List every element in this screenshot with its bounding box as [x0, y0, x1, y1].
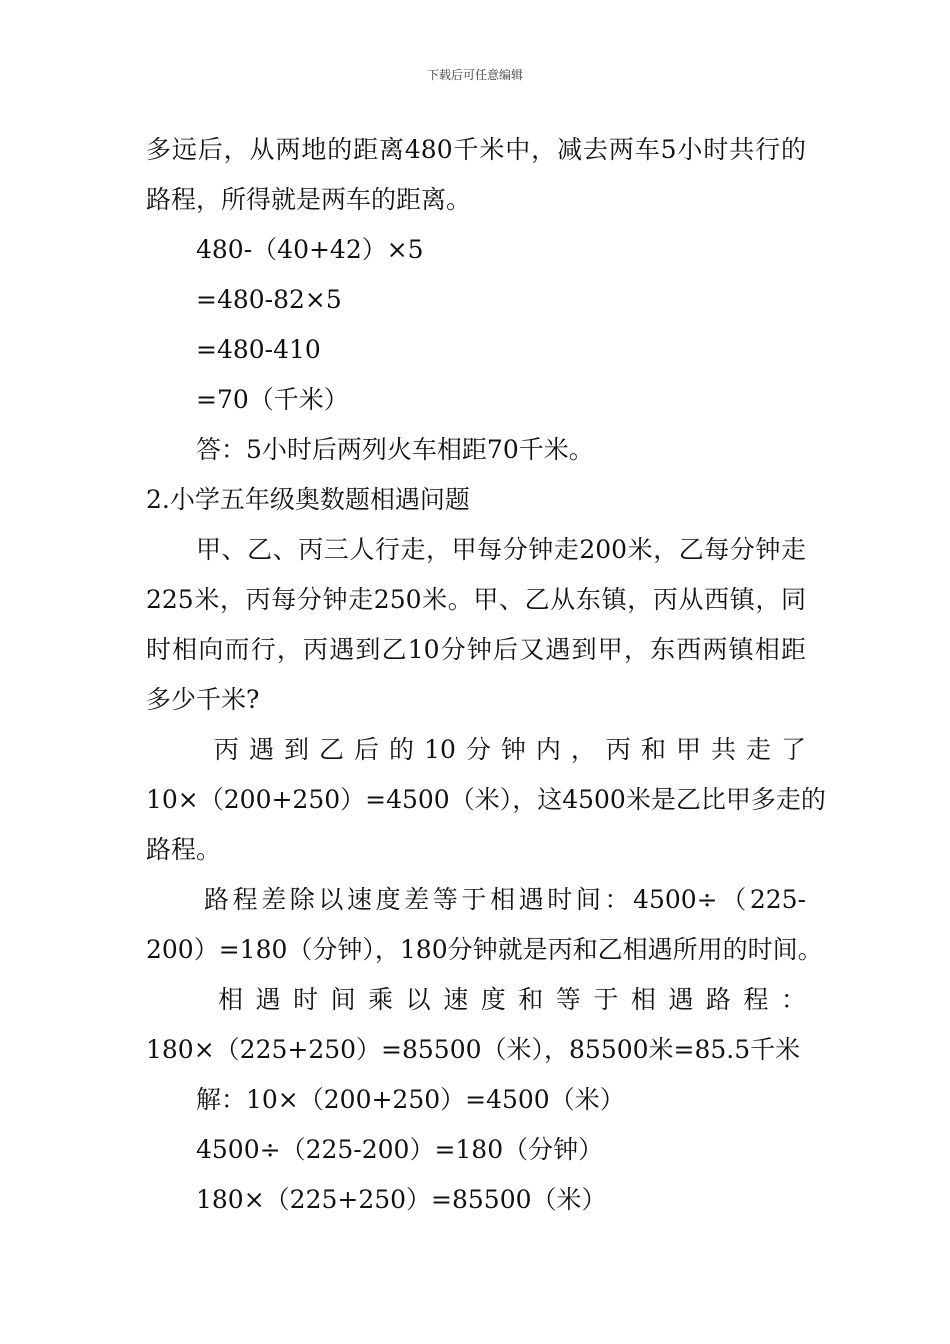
paragraph-line: 10×（200+250）=4500（米），这4500米是乙比甲多走的 — [146, 785, 826, 814]
answer-line: 答：5小时后两列火车相距70千米。 — [196, 435, 594, 464]
paragraph-line: 时相向而行，丙遇到乙10分钟后又遇到甲，东西两镇相距 — [146, 635, 806, 664]
paragraph-line: 180×（225+250）=85500（米），85500米=85.5千米 — [146, 1035, 801, 1064]
page-header: 下载后可任意编辑 — [426, 68, 523, 82]
paragraph-line: 路程，所得就是两车的距离。 — [146, 185, 472, 214]
paragraph-line: 225米，丙每分钟走250米。甲、乙从东镇，丙从西镇，同 — [146, 585, 806, 614]
formula-line: =480-82×5 — [196, 285, 342, 314]
paragraph-line: 路程差除以速度差等于相遇时间：4500÷（225- — [204, 885, 806, 914]
paragraph-line: 200）=180（分钟），180分钟就是丙和乙相遇所用的时间。 — [146, 935, 823, 964]
formula-line: 4500÷（225-200）=180（分钟） — [196, 1135, 604, 1164]
paragraph-line: 多少千米? — [146, 685, 260, 714]
formula-line: 解：10×（200+250）=4500（米） — [196, 1085, 625, 1114]
formula-line: =70（千米） — [196, 385, 349, 414]
formula-line: =480-410 — [196, 335, 321, 364]
section-heading: 2.小学五年级奥数题相遇问题 — [146, 485, 470, 514]
paragraph-line: 丙遇到乙后的10分钟内，丙和甲共走了 — [214, 735, 806, 764]
paragraph-line: 甲、乙、丙三人行走，甲每分钟走200米，乙每分钟走 — [196, 535, 806, 564]
paragraph-line: 多远后，从两地的距离480千米中，减去两车5小时共行的 — [146, 135, 806, 164]
formula-line: 480-（40+42）×5 — [196, 235, 424, 264]
paragraph-line: 路程。 — [146, 835, 222, 864]
paragraph-line: 相遇时间乘以速度和等于相遇路程： — [218, 985, 806, 1014]
formula-line: 180×（225+250）=85500（米） — [196, 1185, 607, 1214]
